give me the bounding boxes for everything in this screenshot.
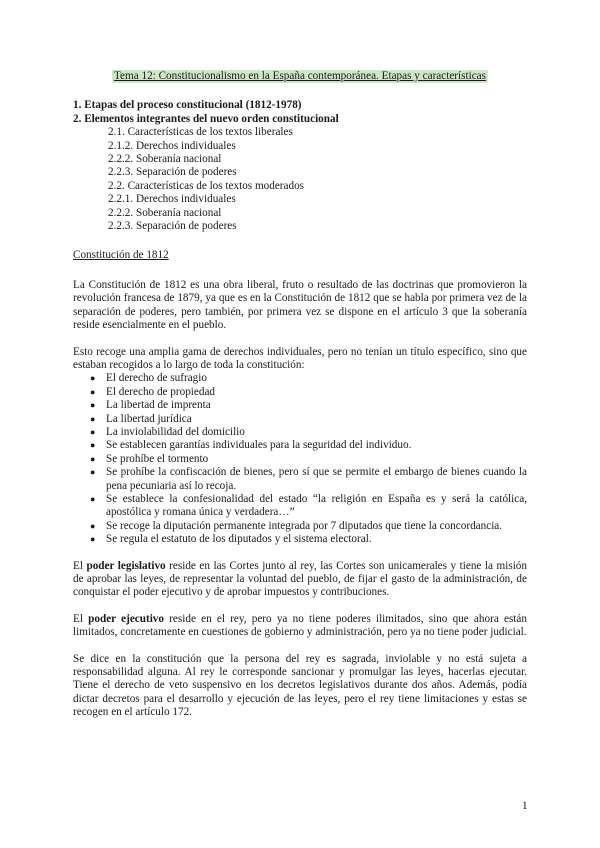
title-wrap xyxy=(73,70,527,99)
outline-item: 2.2.2. Soberanía nacional xyxy=(108,153,222,166)
outline-item: 2.1. Características de los textos liberales xyxy=(108,126,293,139)
outline-item: 2.2.3. Separación de poderes xyxy=(108,166,237,179)
outline-item: 2.2.2. Soberanía nacional xyxy=(108,206,222,219)
paragraph-king: Se dice en la constitución que la persona del rey es sagrada, inviolable y no está sujeta a responsabilidad alguna. Al rey le corresponde sancionar y promulgar las leyes, hacerlas ejecutar. Tiene el derecho de veto suspensivo en los decretos legislativos durante dos años. Además, podía dictar decretos para el desarrollo y ejecución de las leyes, pero el rey tiene limitaciones y estas se recogen en el artículo 172. xyxy=(73,652,527,719)
paragraph-executive xyxy=(73,613,527,640)
rights-list xyxy=(73,372,527,546)
outline-item: 1. Etapas del proceso constitucional (1812-1978) xyxy=(73,99,302,112)
paragraph-rights: Esto recoge una amplia gama de derechos individuales, pero no tenían un título específico, sino que estaban recogidos a lo largo de toda la constitución: xyxy=(73,345,527,371)
list-item: ● La libertad de imprenta xyxy=(73,399,527,412)
document-page xyxy=(73,70,527,733)
list-item: ● El derecho de propiedad xyxy=(73,386,527,399)
list-item: ● Se prohíbe el tormento xyxy=(73,453,527,466)
list-item: ● Se prohíbe la confiscación de bienes, pero sí que se permite el embargo de bienes cuando la pena pecuniaria así lo recoja. xyxy=(73,466,527,493)
text-run: reside en las Cortes junto al rey, las Cortes son unicamerales y tiene la misión de aprobar las leyes, de representar la voluntad del pueblo, de fijar el gasto de la administración, de conquistar el poder ejecutivo y de aprobar impuestos y contribuciones. xyxy=(73,559,527,599)
list-item: ● Se establece la confesionalidad del estado “la religión en España es y será la católica, apostólica y romana única y verdadera…” xyxy=(73,493,527,520)
list-item: ● La inviolabilidad del domicilio xyxy=(73,426,527,439)
bold-term: poder legislativo xyxy=(86,559,166,572)
outline-item: 2.2.3. Separación de poderes xyxy=(108,220,237,233)
paragraph-legislative xyxy=(73,560,527,600)
list-item: ● Se recoge la diputación permanente integrada por 7 diputados que tiene la concordancia. xyxy=(73,520,527,533)
list-item: ● El derecho de sufragio xyxy=(73,372,527,385)
text-run: El xyxy=(73,612,89,625)
list-item: ● La libertad jurídica xyxy=(73,413,527,426)
outline-item: 2. Elementos integrantes del nuevo orden constitucional xyxy=(73,112,339,125)
list-item: ● Se establecen garantías individuales para la seguridad del individuo. xyxy=(73,439,527,452)
text-run: reside en el rey, pero ya no tiene poderes ilimitados, sino que ahora están limitados, concretamente en cuestiones de gobierno y administración, pero ya no tiene poder judicial. xyxy=(73,612,527,639)
paragraph-intro: La Constitución de 1812 es una obra liberal, fruto o resultado de las doctrinas que promovieron la revolución francesa de 1879, ya que es en la Constitución de 1812 que se habla por primera vez de la separación de poderes, pero también, por primera vez se dispone en el artículo 3 que la soberanía reside esencialmente en el pueblo. xyxy=(73,278,527,332)
outline-list xyxy=(73,99,527,233)
bold-term: poder ejecutivo xyxy=(88,612,164,625)
outline-item: 2.2.1. Derechos individuales xyxy=(108,193,236,206)
outline-item: 2.1.2. Derechos individuales xyxy=(108,139,236,152)
outline-item: 2.2. Características de los textos moderados xyxy=(108,179,305,192)
document-title: Tema 12: Constitucionalismo en la España contemporánea. Etapas y características xyxy=(114,70,486,82)
text-run: El xyxy=(73,559,87,572)
page-number: 1 xyxy=(522,800,528,812)
list-item: ● Se regula el estatuto de los diputados y el sistema electoral. xyxy=(73,533,527,546)
section-heading: Constitución de 1812 xyxy=(73,249,169,262)
